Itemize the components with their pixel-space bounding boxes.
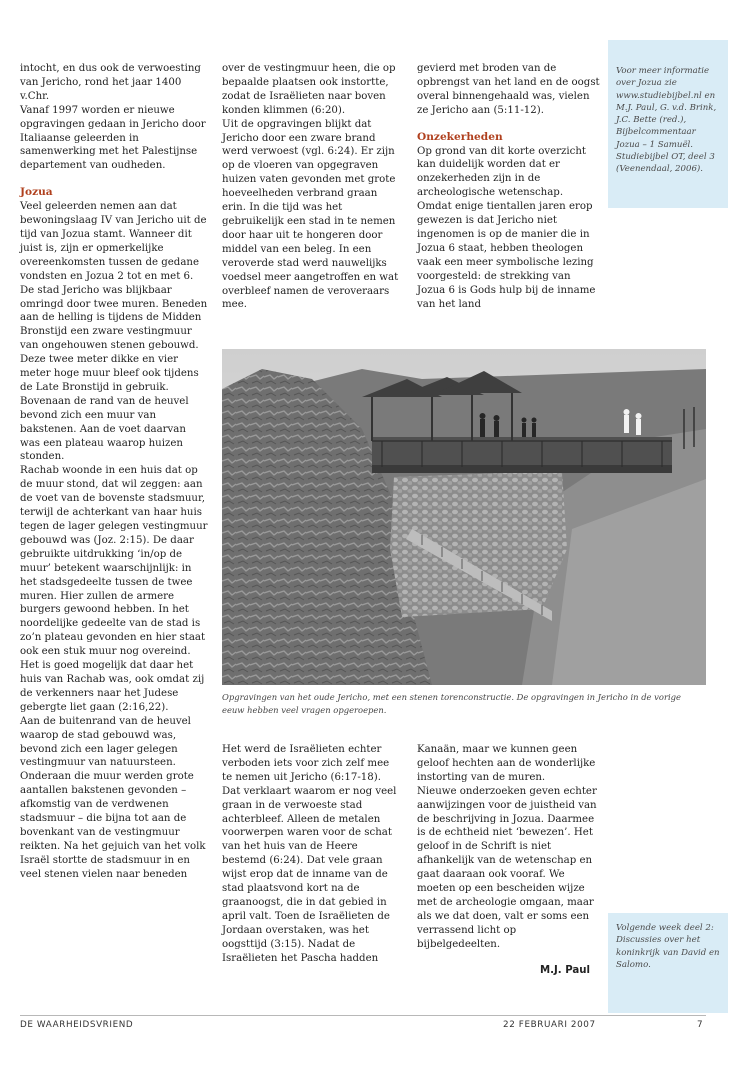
paragraph: Het werd de Israëlieten echter verboden iets voor zich zelf mee te nemen uit Jericho (6:17-18). Dat verklaart waarom er nog veel graan in de verwoeste stad achterbleef. Alleen de metalen voorwerpen waren voor de schat van het huis van de Heere bestemd (6:24). Dat vele graan wijst erop dat de inname van de stad plaatsvond kort na de graanoogst, die in dat gebied in april valt. Toen de Israëlieten de Jordaan overstaken, was het oogsttijd (3:15). Nadat de Israëlieten het Pascha hadden bbox=[222, 744, 397, 964]
article-column-3 bbox=[417, 62, 600, 311]
paragraph: intocht, en dus ook de verwoesting van Jericho, rond het jaar 1400 v.Chr. bbox=[20, 63, 201, 102]
paragraph: gevierd met broden van de opbrengst van het land en de oogst overal binnengehaald was, vielen ze Jericho aan (5:11-12). bbox=[417, 63, 600, 116]
article-column-2 bbox=[222, 62, 402, 312]
paragraph: Rachab woonde in een huis dat op de muur stond, dat wil zeggen: aan de voet van de bovenste stadsmuur, terwijl de achterkant van haar huis tegen de lager gelegen vestingmuur gebouwd was (Joz. 2:15). De daar gebruikte uitdrukking ‘in/op de muur’ betekent waarschijnlijk: in het stadsgedeelte tussen de twee muren. Hier zullen de armere burgers gewoond hebben. In het noordelijke gedeelte van de stad is zo’n plateau gevonden en hier staat ook een stuk muur nog overeind. Het is goed mogelijk dat daar het huis van Rachab was, ook omdat zij de verkenners naar het Judese gebergte liet gaan (2:16,22). bbox=[20, 465, 208, 713]
section-heading-jozua: Jozua bbox=[20, 186, 53, 199]
paragraph: Aan de buitenrand van de heuvel waarop de stad gebouwd was, bevond zich een lager gelegen vestingmuur van natuursteen. Onderaan die muur werden grote aantallen bakstenen gevonden – afkomstig van de verdwenen stadsmuur – die bijna tot aan de bovenkant van de vestingmuur reikten. Na het gejuich van het volk Israël stortte de stadsmuur in en veel stenen vielen naar beneden bbox=[20, 715, 206, 880]
paragraph: over de vestingmuur heen, die op bepaalde plaatsen ook instortte, zodat de Israëlieten naar boven konden klimmen (6:20). bbox=[222, 63, 396, 116]
footer-divider bbox=[20, 1015, 706, 1016]
footer-publication: DE WAARHEIDSVRIEND bbox=[20, 1020, 134, 1030]
photo-caption: Opgravingen van het oude Jericho, met een stenen torenconstructie. De opgravingen in Jericho in de vorige eeuw hebben veel vragen opgeroepen. bbox=[222, 692, 681, 715]
paragraph: Veel geleerden nemen aan dat bewoningslaag IV van Jericho uit de tijd van Jozua stamt. Wanneer dit juist is, zijn er opmerkelijke overeenkomsten tussen de gedane vondsten en Jozua 2 tot en met 6. De stad Jericho was blijkbaar omringd door twee muren. Beneden aan de helling is tijdens de Midden Bronstijd een zware vestingmuur van ongehouwen stenen gebouwd. Deze twee meter dikke en vier meter hoge muur bleef ook tijdens de Late Bronstijd in gebruik. Bovenaan de rand van de heuvel bevond zich een muur van bakstenen. Aan de voet daarvan was een plateau waarop huizen stonden. bbox=[20, 201, 208, 463]
section-heading-onzekerheden: Onzekerheden bbox=[417, 130, 503, 143]
article-column-5 bbox=[417, 743, 600, 952]
paragraph: Kanaän, maar we kunnen geen geloof hechten aan de wonderlijke instorting van de muren. bbox=[417, 744, 596, 783]
info-sidebar-text: Voor meer informatie over Jozua zie www.studiebijbel.nl en M.J. Paul, G. v.d. Brink, J.C. Bette (red.), Bijbelcommentaar Jozua – 1 Samuël. Studiebijbel OT, deel 3 (Veenendaal, 2006). bbox=[616, 66, 717, 175]
paragraph: Nieuwe onderzoeken geven echter aanwijzingen voor de juistheid van de beschrijving in Jozua. Daarmee is de echtheid niet ‘bewezen’. Het geloof in de Schrift is niet afhankelijk van de wetenschap en gaat daaraan ook vooraf. We moeten op een bescheiden wijze met de archeologie omgaan, maar als we dat doen, valt er soms een verrassend licht op bijbelgedeelten. bbox=[417, 785, 597, 950]
paragraph: Vanaf 1997 worden er nieuwe opgravingen gedaan in Jericho door Italiaanse geleerden in samenwerking met het Palestijnse departement van oudheden. bbox=[20, 104, 206, 172]
excavation-photo-illustration bbox=[222, 349, 706, 685]
paragraph: Op grond van dit korte overzicht kan duidelijk worden dat er onzekerheden zijn in de archeologische wetenschap. Omdat enige tientallen jaren erop gewezen is dat Jericho niet ingenomen is op de manier die in Jozua 6 staat, hebben theologen vaak een meer symbolische lezing voorgesteld: de strekking van Jozua 6 is Gods hulp bij de inname van het land bbox=[417, 145, 596, 310]
article-column-4 bbox=[222, 743, 402, 966]
article-column-1 bbox=[20, 62, 208, 882]
paragraph: Uit de opgravingen blijkt dat Jericho door een zware brand werd verwoest (vgl. 6:24). Er zijn op de vloeren van opgegraven huizen vaten gevonden met grote hoeveelheden verbrand graan erin. In die tijd was het gebruikelijk een stad in te nemen door haar uit te hongeren door middel van een beleg. In een veroverde stad werd nauwelijks voedsel meer aangetroffen en wat overbleef namen de veroveraars mee. bbox=[222, 118, 399, 311]
next-week-box bbox=[608, 913, 728, 1013]
footer-date: 22 FEBRUARI 2007 bbox=[503, 1020, 596, 1030]
excavation-photo bbox=[222, 349, 706, 685]
info-sidebar bbox=[608, 40, 728, 208]
page-number: 7 bbox=[697, 1020, 704, 1030]
next-week-text: Volgende week deel 2: Discussies over het koninkrijk van David en Salomo. bbox=[616, 923, 720, 970]
author-byline: M.J. Paul bbox=[540, 965, 591, 976]
